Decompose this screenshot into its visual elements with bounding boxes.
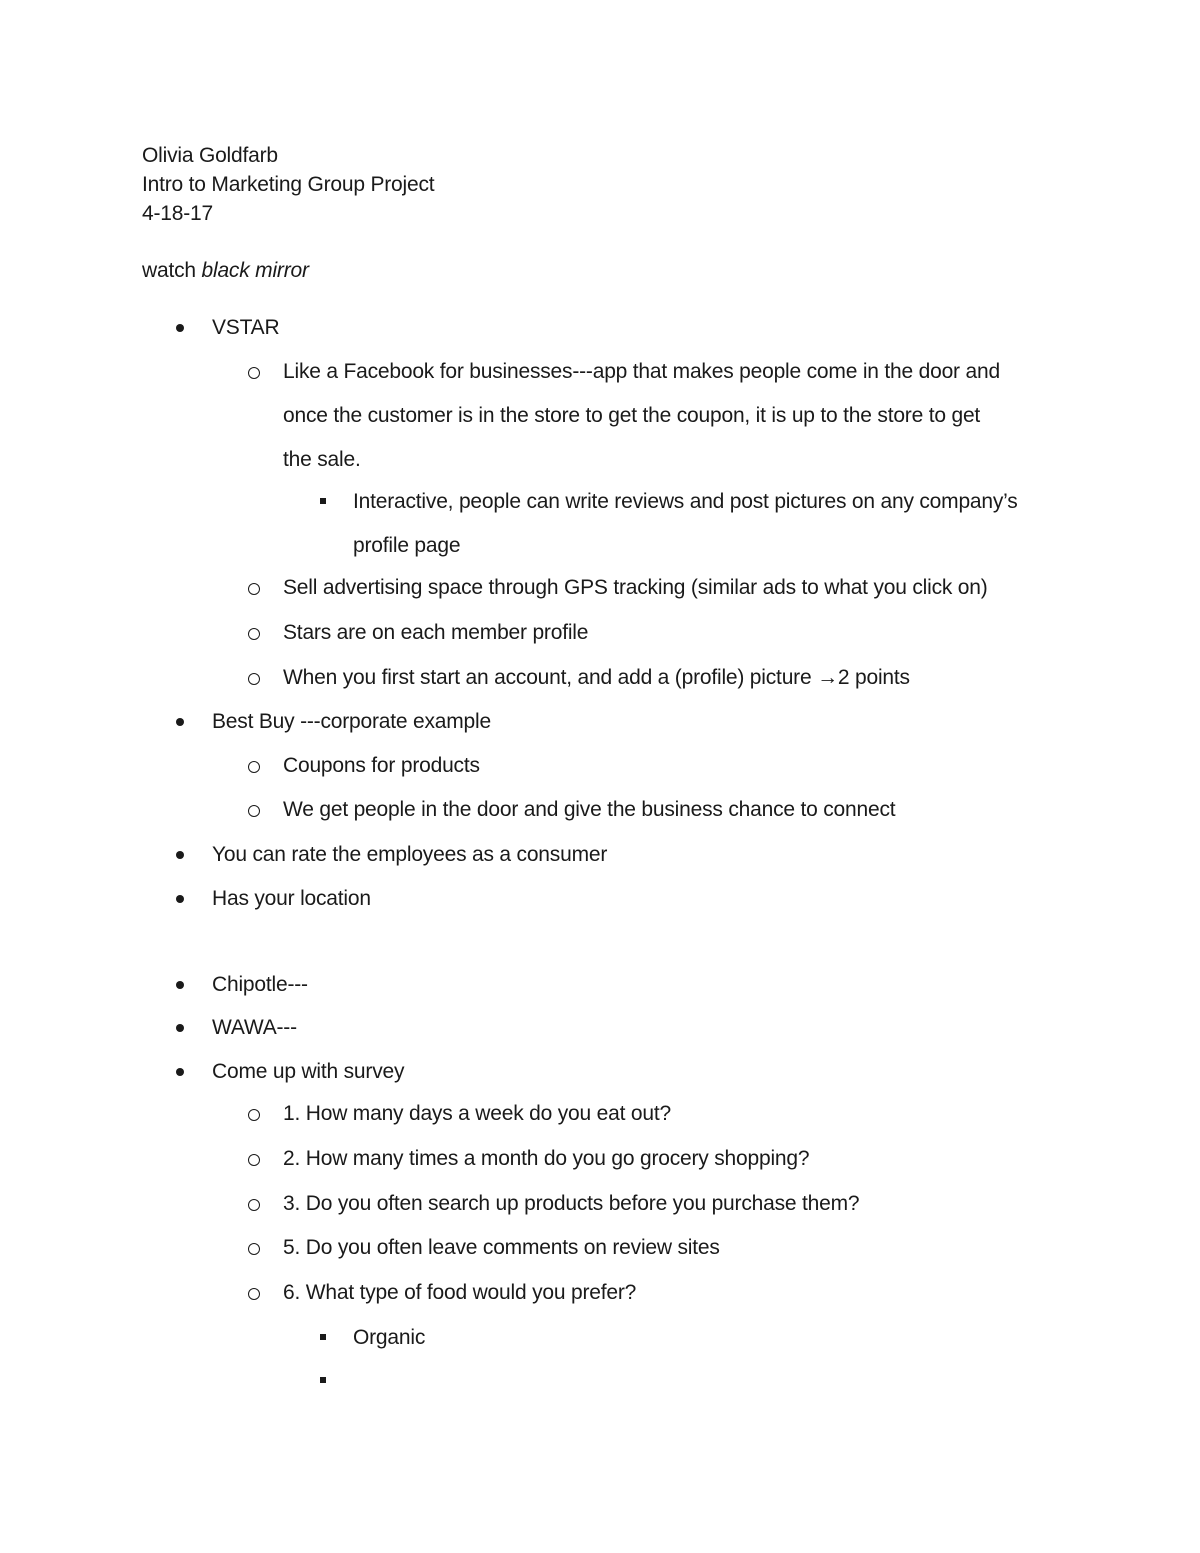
document-date: 4-18-17 [142, 202, 213, 225]
bullet-circle-icon [248, 1154, 260, 1166]
bullet-circle-icon [248, 1199, 260, 1211]
bullet-circle-icon [248, 1109, 260, 1121]
list-item-vstar-a-line2: once the customer is in the store to get the coupon, it is up to the store to get [283, 404, 981, 427]
bullet-circle-icon [248, 673, 260, 685]
list-item-bestbuy: Best Buy ---corporate example [212, 710, 491, 733]
survey-question-5: 5. Do you often leave comments on review sites [283, 1236, 720, 1259]
note-italic: black mirror [201, 259, 309, 282]
bullet-circle-icon [248, 367, 260, 379]
list-item-vstar-c: Stars are on each member profile [283, 621, 589, 644]
list-item-survey: Come up with survey [212, 1060, 405, 1083]
list-item-interactive-line2: profile page [353, 534, 461, 557]
survey-question-6: 6. What type of food would you prefer? [283, 1281, 637, 1304]
vstar-d-suffix: 2 points [837, 666, 910, 689]
list-item-interactive-line1: Interactive, people can write reviews and post pictures on any company’s [353, 490, 1018, 513]
bullet-circle-icon [248, 1243, 260, 1255]
list-item-rate: You can rate the employees as a consumer [212, 843, 608, 866]
bullet-circle-icon [248, 628, 260, 640]
survey-option-organic: Organic [353, 1326, 426, 1349]
list-item-vstar: VSTAR [212, 316, 280, 339]
list-item-wawa: WAWA--- [212, 1016, 297, 1039]
bullet-circle-icon [248, 583, 260, 595]
bullet-circle-icon [248, 761, 260, 773]
list-item-bestbuy-a: Coupons for products [283, 754, 480, 777]
bullet-disc-icon [176, 981, 184, 989]
bullet-square-icon [320, 1334, 326, 1340]
bullet-circle-icon [248, 805, 260, 817]
list-item-vstar-b: Sell advertising space through GPS tracking (similar ads to what you click on) [283, 576, 988, 599]
vstar-d-prefix: When you first start an account, and add a (profile) picture [283, 666, 818, 689]
note-prefix: watch [142, 259, 202, 282]
survey-question-1: 1. How many days a week do you eat out? [283, 1102, 671, 1125]
survey-question-3: 3. Do you often search up products before you purchase them? [283, 1192, 860, 1215]
list-item-location: Has your location [212, 887, 371, 910]
bullet-disc-icon [176, 895, 184, 903]
list-item-vstar-d [283, 664, 910, 692]
author-name: Olivia Goldfarb [142, 144, 278, 167]
survey-question-2: 2. How many times a month do you go grocery shopping? [283, 1147, 810, 1170]
bullet-disc-icon [176, 324, 184, 332]
note-line [142, 257, 309, 285]
arrow-right-icon: → [817, 666, 838, 689]
bullet-square-icon [320, 1377, 326, 1383]
list-item-chipotle: Chipotle--- [212, 973, 308, 996]
bullet-square-icon [320, 498, 326, 504]
list-item-vstar-a-line3: the sale. [283, 448, 361, 471]
bullet-disc-icon [176, 851, 184, 859]
bullet-disc-icon [176, 1068, 184, 1076]
bullet-disc-icon [176, 1024, 184, 1032]
list-item-vstar-a-line1: Like a Facebook for businesses---app that makes people come in the door and [283, 360, 1000, 383]
bullet-disc-icon [176, 718, 184, 726]
course-title: Intro to Marketing Group Project [142, 173, 435, 196]
bullet-circle-icon [248, 1288, 260, 1300]
list-item-bestbuy-b: We get people in the door and give the business chance to connect [283, 798, 896, 821]
